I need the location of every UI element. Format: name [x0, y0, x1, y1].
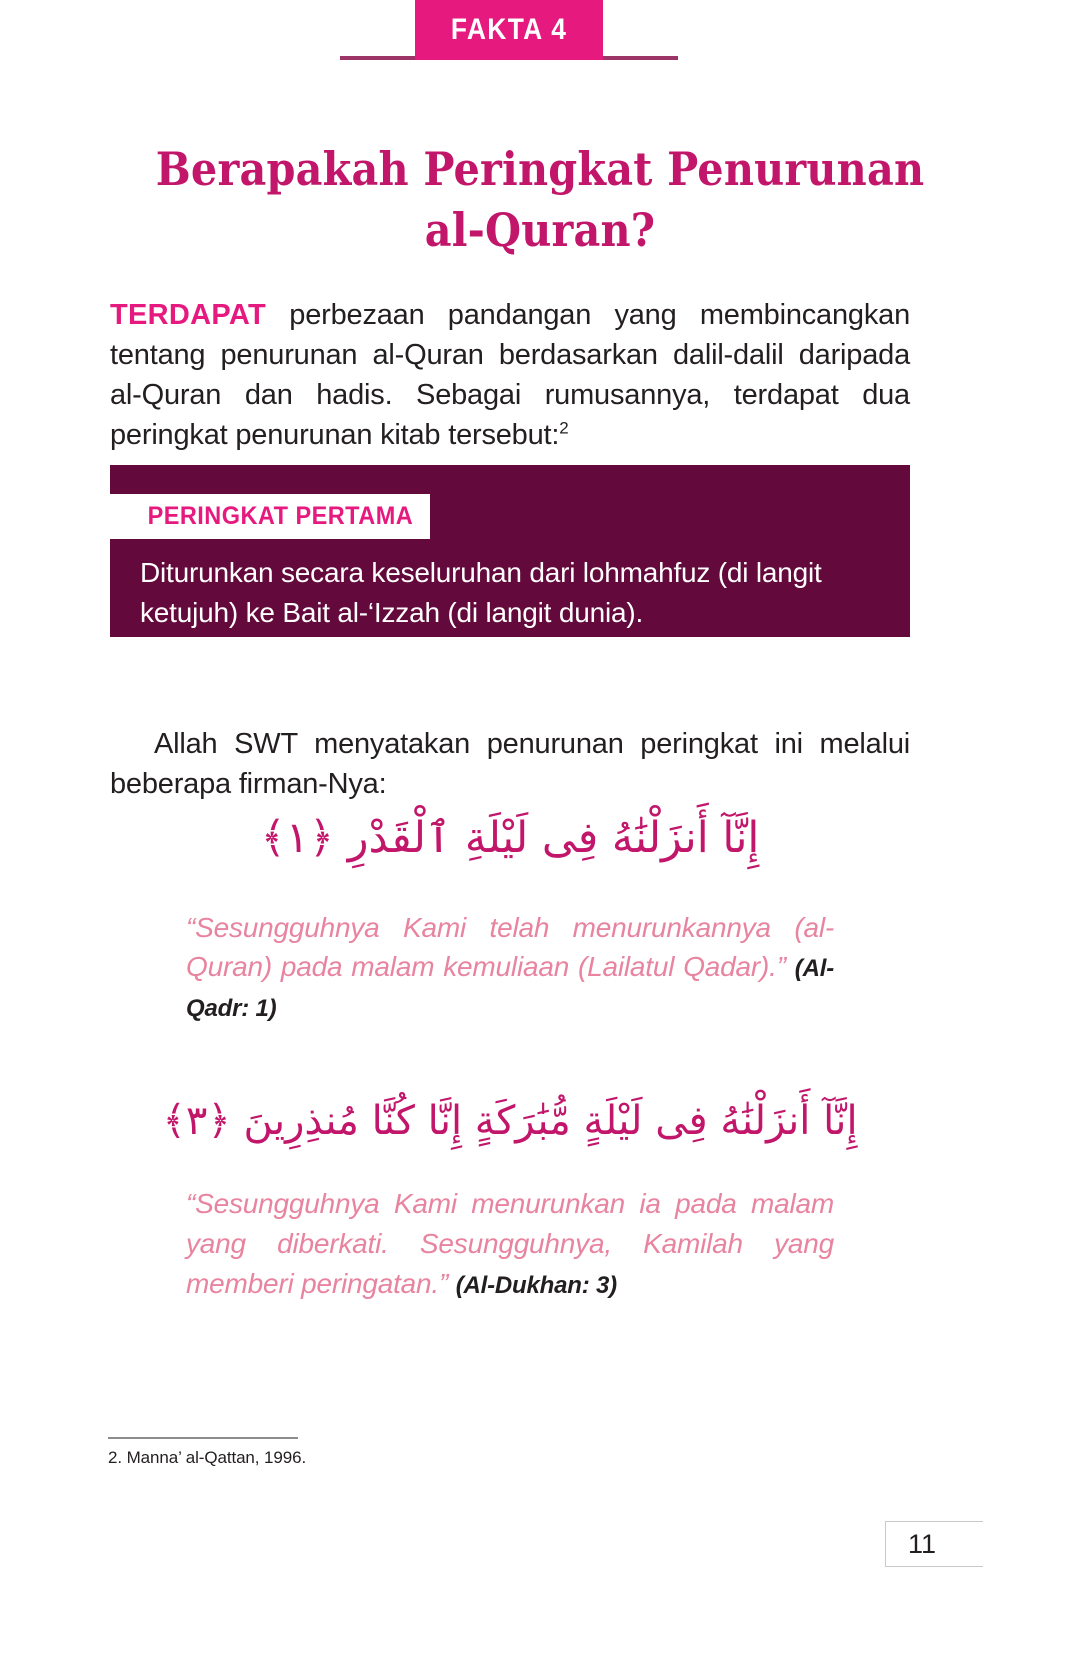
intro-body-text: perbezaan pandangan yang membincangkan tentang penurunan al-Quran berdasarkan dalil-dalil daripada al-Quran dan hadis. Sebagai rumusannya, terdapat dua peringkat penurunan kitab tersebut: — [110, 299, 910, 452]
verse-translation-text-1: “Sesungguhnya Kami telah menurunkannya (al-Quran) pada malam kemuliaan (Lailatul Qadar).” — [186, 911, 834, 983]
callout-tag — [110, 494, 430, 539]
verse-block-1 — [110, 805, 910, 1055]
verse-block-2 — [110, 1090, 910, 1331]
page-number-box — [885, 1521, 983, 1567]
verse-citation-2: (Al-Dukhan: 3) — [455, 1271, 617, 1299]
page-number: 11 — [908, 1528, 937, 1559]
verse-translation-2 — [110, 1184, 910, 1303]
footnote-text: 2. Manna’ al-Qattan, 1996. — [108, 1448, 307, 1467]
verse-citation-1: (Al-Qadr: 1) — [186, 955, 834, 1023]
verse-arabic-1: إِنَّآ أَنزَلْنَٰهُ فِى لَيْلَةِ ٱلْقَدْرِ ﴿١﴾ — [260, 813, 760, 863]
fact-header — [0, 0, 1080, 72]
fact-rule-left — [340, 56, 418, 60]
intro-lead-word: TERDAPAT — [110, 299, 266, 331]
page-title — [110, 139, 970, 260]
intro-paragraph — [110, 295, 910, 455]
verse-translation-text-2: “Sesungguhnya Kami menurunkan ia pada malam yang diberkati. Sesungguhnya, Kamilah yang memberi peringatan.” — [186, 1188, 834, 1299]
second-paragraph: Allah SWT menyatakan penurunan peringkat ini melalui beberapa firman-Nya: — [110, 728, 910, 801]
page-title-line-1: Berapakah Peringkat Penurunan — [155, 141, 925, 196]
fact-rule-right — [600, 56, 678, 60]
callout-box-peringkat-pertama — [110, 465, 910, 637]
verse-translation-1 — [110, 908, 910, 1027]
verse-arabic-2: إِنَّآ أَنزَلْنَٰهُ فِى لَيْلَةٍ مُّبَٰرَكَةٍ إِنَّا كُنَّا مُنذِرِينَ ﴿٣﴾ — [162, 1098, 858, 1144]
fact-tab-label: FAKTA 4 — [450, 13, 568, 46]
callout-tag-label: PERINGKAT PERTAMA — [147, 502, 414, 530]
footnote-divider — [108, 1437, 298, 1439]
footnote-marker: 2 — [559, 418, 569, 438]
fact-tab — [415, 0, 603, 60]
page-title-line-2: al-Quran? — [424, 202, 656, 257]
callout-body-text: Diturunkan secara keseluruhan dari lohmahfuz (di langit ketujuh) ke Bait al-‘Izzah (di langit dunia). — [140, 557, 822, 628]
